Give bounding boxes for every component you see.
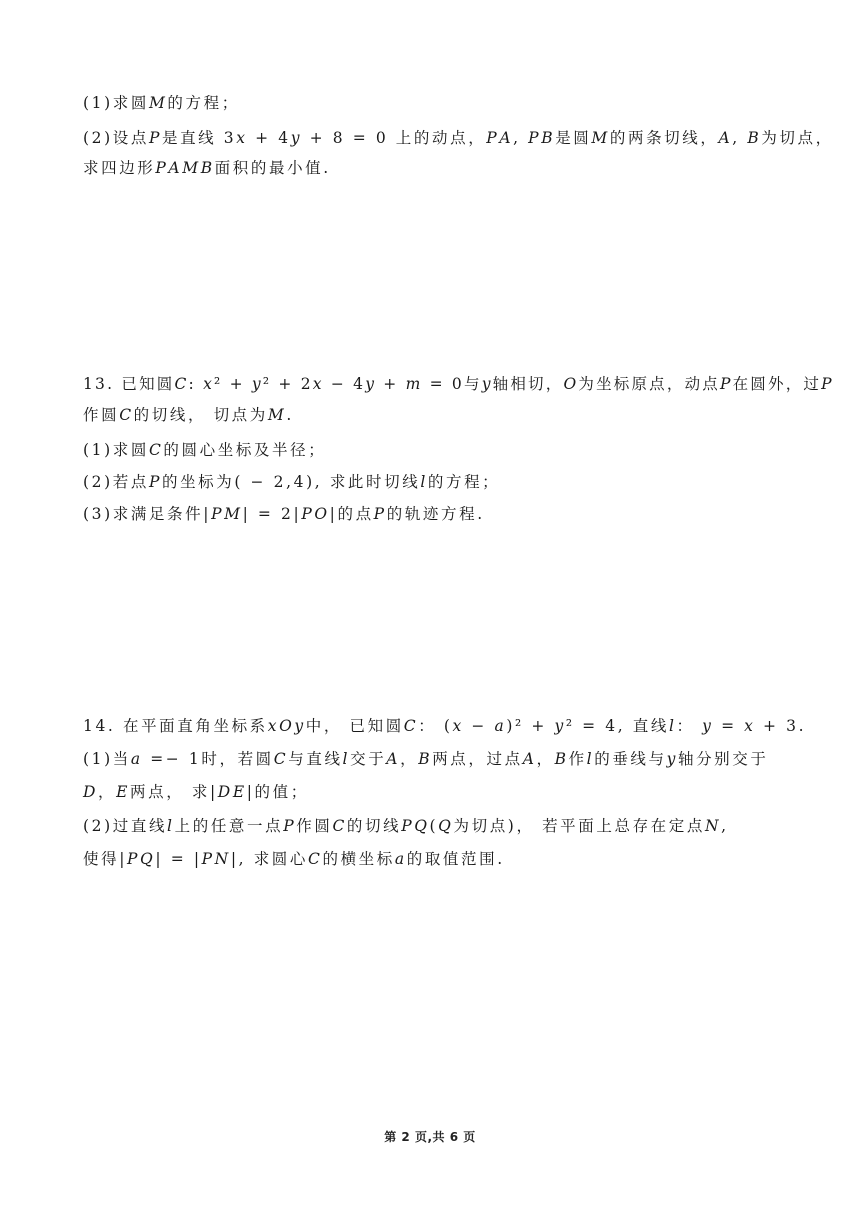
p13-part1: (1)求圆𝐶的圆心坐标及半径； xyxy=(83,441,327,459)
p13-stem-line1: 13. 已知圆𝐶: 𝑥² + 𝑦² + 2𝑥 − 4𝑦 + 𝑚 = 0与𝑦轴相切，𝑂为坐标原点，动点𝑃在圆外，过𝑃 xyxy=(83,375,834,393)
p14-part2-line2: 使得|𝑃𝑄| = |𝑃𝑁|, 求圆心𝐶的横坐标𝑎的取值范围. xyxy=(83,850,505,868)
p14-stem-line1: 14. 在平面直角坐标系𝑥𝑂𝑦中， 已知圆𝐶： (𝑥 − 𝑎)² + 𝑦² = 4, 直线𝑙： 𝑦 = 𝑥 + 3. xyxy=(83,717,807,735)
p13-stem-line2: 作圆𝐶的切线， 切点为𝑀. xyxy=(83,406,294,424)
page-number-footer: 第 2 页,共 6 页 xyxy=(384,1130,476,1144)
p13-part3: (3)求满足条件|𝑃𝑀| = 2|𝑃𝑂|的点𝑃的轨迹方程. xyxy=(83,505,485,523)
p12-part1: (1)求圆𝑀的方程； xyxy=(83,94,240,112)
p14-part1-line1: (1)当𝑎 =− 1时，若圆𝐶与直线𝑙交于𝐴，𝐵两点，过点𝐴，𝐵作𝑙的垂线与𝑦轴分别交于 xyxy=(83,750,769,768)
p13-part2: (2)若点𝑃的坐标为( − 2,4), 求此时切线𝑙的方程； xyxy=(83,473,501,491)
p12-part2-line2: 求四边形𝑃𝐴𝑀𝐵面积的最小值. xyxy=(83,159,331,177)
p14-part1-line2: 𝐷，𝐸两点， 求|𝐷𝐸|的值； xyxy=(83,783,309,801)
p14-part2-line1: (2)过直线𝑙上的任意一点𝑃作圆𝐶的切线𝑃𝑄(𝑄为切点)， 若平面上总存在定点𝑁, xyxy=(83,817,729,835)
p12-part2-line1: (2)设点𝑃是直线 3𝑥 + 4𝑦 + 8 = 0 上的动点，𝑃𝐴, 𝑃𝐵是圆𝑀的两条切线，𝐴, 𝐵为切点， xyxy=(83,129,834,147)
